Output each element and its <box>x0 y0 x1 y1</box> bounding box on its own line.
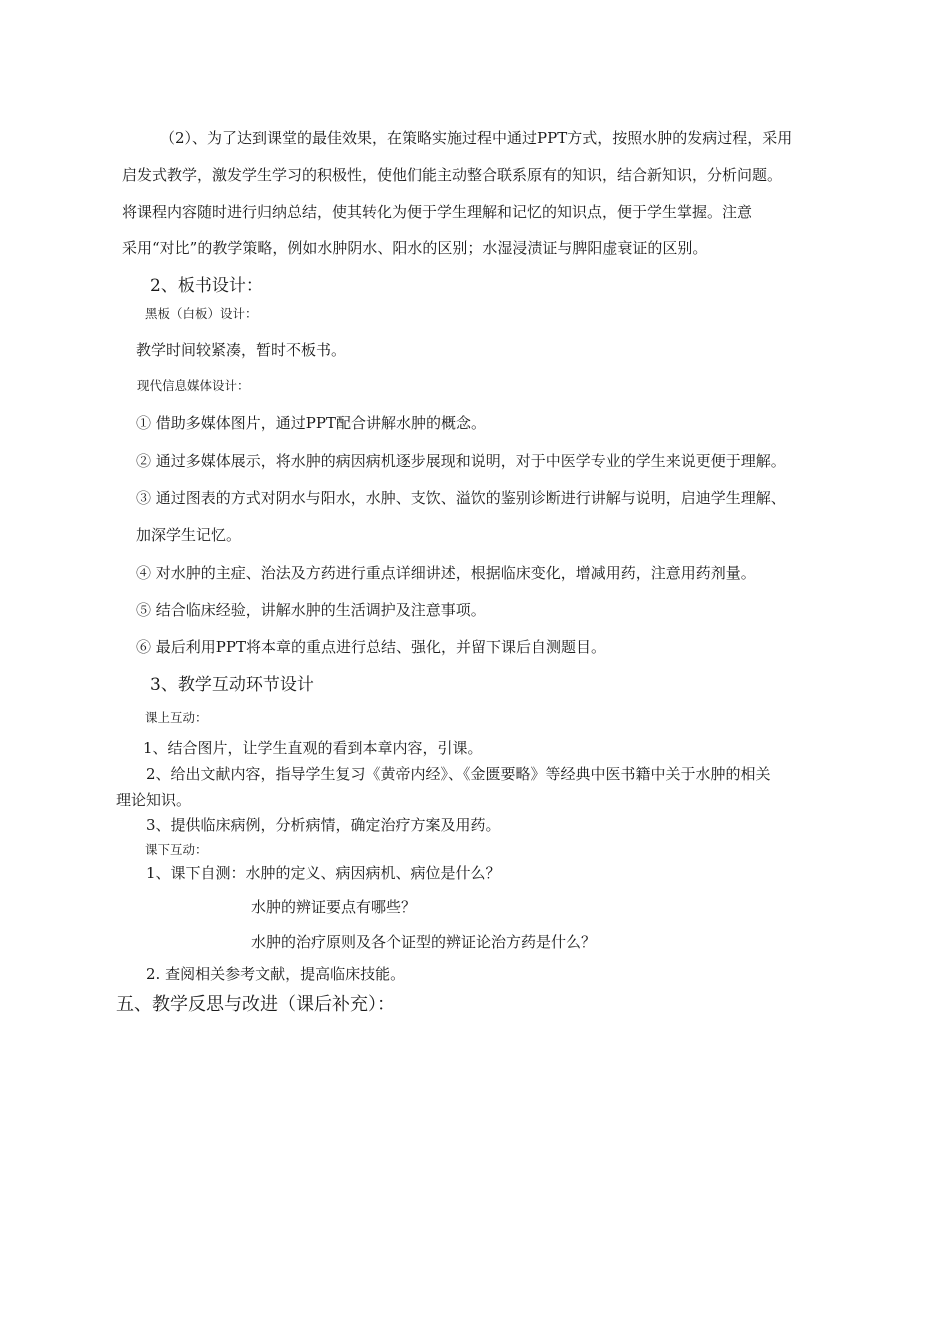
blackboard-label: 黑板（白板）设计： <box>145 306 258 321</box>
interaction-heading: 3、教学互动环节设计 <box>150 675 314 695</box>
strategy-line-2: 启发式教学，激发学生学习的积极性，使他们能主动整合联系原有的知识，结合新知识，分析问题。 <box>122 166 783 184</box>
after-class-question-2: 水肿的辨证要点有哪些？ <box>251 898 417 916</box>
section-five-heading: 五、教学反思与改进（课后补充）： <box>116 994 395 1015</box>
media-item-1: ① 借助多媒体图片，通过PPT配合讲解水肿的概念。 <box>136 414 486 432</box>
media-item-6: ⑥ 最后利用PPT将本章的重点进行总结、强化，并留下课后自测题目。 <box>136 638 606 656</box>
in-class-item-2-continued: 理论知识。 <box>116 791 192 809</box>
in-class-item-2: 2、给出文献内容，指导学生复习《黄帝内经》、《金匮要略》等经典中医书籍中关于水肿的相关 <box>146 765 771 783</box>
media-item-3-continued: 加深学生记忆。 <box>136 526 242 544</box>
strategy-line-1: （2）、为了达到课堂的最佳效果，在策略实施过程中通过PPT方式，按照水肿的发病过程，采用 <box>160 129 793 147</box>
media-item-3: ③ 通过图表的方式对阴水与阳水，水肿、支饮、溢饮的鉴别诊断进行讲解与说明，启迪学生理解、 <box>136 489 786 507</box>
board-design-heading: 2、板书设计： <box>150 276 263 296</box>
media-design-label: 现代信息媒体设计： <box>137 378 250 393</box>
after-class-item-2: 2. 查阅相关参考文献，提高临床技能。 <box>146 965 406 983</box>
in-class-label: 课上互动： <box>145 710 208 725</box>
after-class-label: 课下互动： <box>145 842 208 857</box>
blackboard-text: 教学时间较紧凑，暂时不板书。 <box>136 341 347 359</box>
strategy-line-3: 将课程内容随时进行归纳总结，使其转化为便于学生理解和记忆的知识点，便于学生掌握。注意 <box>122 203 753 221</box>
after-class-item-1: 1、课下自测：水肿的定义、病因病机、病位是什么？ <box>146 864 501 882</box>
media-item-4: ④ 对水肿的主症、治法及方药进行重点详细讲述，根据临床变化，增减用药，注意用药剂量。 <box>136 564 756 582</box>
in-class-item-1: 1、结合图片，让学生直观的看到本章内容，引课。 <box>143 739 483 757</box>
media-item-2: ② 通过多媒体展示，将水肿的病因病机逐步展现和说明，对于中医学专业的学生来说更便于理解。 <box>136 452 786 470</box>
strategy-line-4: 采用“对比”的教学策略，例如水肿阴水、阳水的区别；水湿浸渍证与脾阳虚衰证的区别。 <box>122 239 708 257</box>
after-class-question-3: 水肿的治疗原则及各个证型的辨证论治方药是什么？ <box>251 933 597 951</box>
in-class-item-3: 3、提供临床病例，分析病情，确定治疗方案及用药。 <box>146 816 501 834</box>
media-item-5: ⑤ 结合临床经验，讲解水肿的生活调护及注意事项。 <box>136 601 486 619</box>
